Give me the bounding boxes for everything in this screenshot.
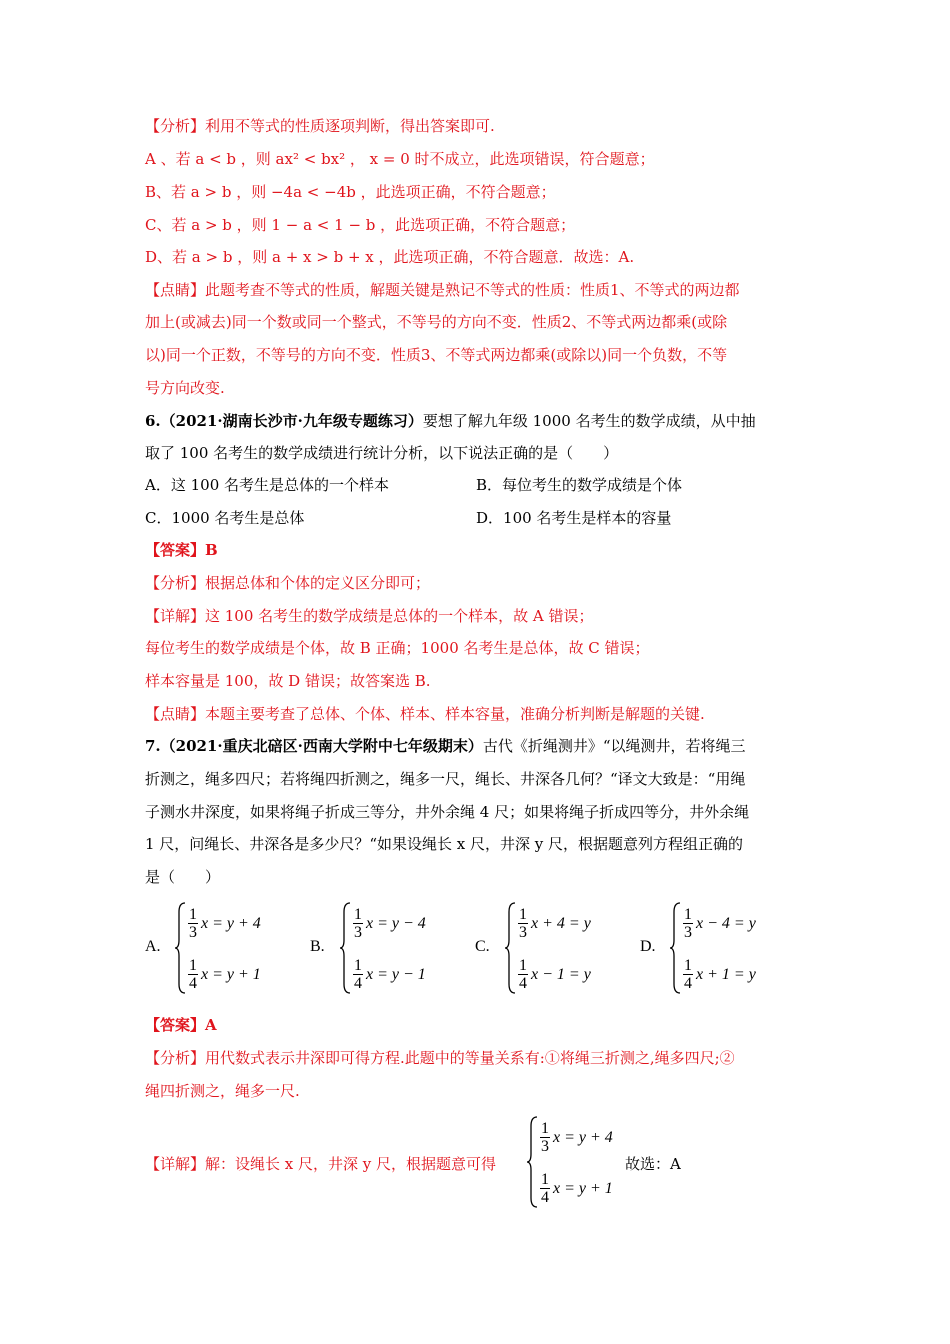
fraction: 1 4 <box>519 957 527 992</box>
q7-detail-system <box>527 1116 627 1208</box>
fraction: 1 3 <box>684 906 692 941</box>
fraction: 1 4 <box>354 957 362 992</box>
q7-detail-end: 故选：A <box>625 1155 681 1173</box>
q6-option-b: B．每位考生的数学成绩是个体 <box>476 476 683 494</box>
q6-detail-2: 每位考生的数学成绩是个体，故 B 正确；1000 名考生是总体，故 C 错误； <box>145 639 650 657</box>
brace-icon <box>505 902 517 994</box>
q5-detail-c: C、若 a > b ，则 1 − a < 1 − b ，此选项正确，不符合题意； <box>145 216 576 234</box>
q6-source: （2021·湖南长沙市·九年级专题练习） <box>160 412 423 430</box>
q7-number: 7. <box>145 737 161 755</box>
q6-stem-2: 取了 100 名考生的数学成绩进行统计分析，以下说法正确的是（ ） <box>145 444 619 462</box>
fraction: 1 4 <box>684 957 692 992</box>
fraction: 1 3 <box>354 906 362 941</box>
equation: x + 4 = y <box>531 915 591 932</box>
equation: x = y + 1 <box>201 966 261 983</box>
q7-option-a <box>145 902 295 994</box>
q5-comment-1: 【点睛】此题考查不等式的性质，解题关键是熟记不等式的性质：性质1、不等式的两边都 <box>145 281 740 299</box>
q6-number: 6. <box>145 412 161 430</box>
fraction: 1 3 <box>189 906 197 941</box>
q7-detail: 【详解】解：设绳长 x 尺，井深 y 尺，根据题意可得 <box>145 1155 497 1173</box>
q6-analysis: 【分析】根据总体和个体的定义区分即可； <box>145 574 431 592</box>
equation: x = y + 1 <box>553 1180 613 1197</box>
q6-option-d: D．100 名考生是样本的容量 <box>476 509 672 527</box>
fraction: 1 4 <box>541 1171 549 1206</box>
q7-stem-5: 是（ ） <box>145 868 221 886</box>
q7-option-d <box>640 902 790 994</box>
q6-comment: 【点睛】本题主要考查了总体、个体、样本、样本容量，准确分析判断是解题的关键. <box>145 705 705 723</box>
equation: x = y − 4 <box>366 915 426 932</box>
q7-stem-2: 折测之，绳多四尺；若将绳四折测之，绳多一尺，绳长、井深各几何？“译文大致是：“用绳 <box>145 770 746 788</box>
q7-option-a-label: A. <box>145 938 161 955</box>
q6-stem-1 <box>145 411 756 431</box>
q5-comment-2: 加上(或减去)同一个数或同一个整式，不等号的方向不变．性质2、不等式两边都乘(或除 <box>145 313 728 331</box>
q5-comment-4: 号方向改变. <box>145 379 225 397</box>
q7-stem-1 <box>145 736 746 756</box>
q6-option-c: C．1000 名考生是总体 <box>145 509 305 527</box>
brace-icon <box>527 1116 539 1208</box>
q7-stem-3: 子测水井深度，如果将绳子折成三等分，井外余绳 4 尺；如果将绳子折成四等分，井外余绳 <box>145 803 750 821</box>
q6-option-a: A．这 100 名考生是总体的一个样本 <box>145 476 390 494</box>
q6-stem-text: 要想了解九年级 1000 名考生的数学成绩，从中抽 <box>422 412 756 430</box>
q5-comment-3: 以)同一个正数，不等号的方向不变．性质3、不等式两边都乘(或除以)同一个负数，不等 <box>145 346 728 364</box>
fraction: 1 4 <box>189 957 197 992</box>
q7-option-d-label: D. <box>640 938 656 955</box>
brace-icon <box>670 902 682 994</box>
brace-icon <box>175 902 187 994</box>
equation: x + 1 = y <box>696 966 756 983</box>
fraction: 1 3 <box>519 906 527 941</box>
q7-analysis-1: 【分析】用代数式表示井深即可得方程.此题中的等量关系有:①将绳三折测之,绳多四尺;② <box>145 1049 735 1067</box>
brace-icon <box>340 902 352 994</box>
q7-option-b-label: B. <box>310 938 325 955</box>
q7-analysis-2: 绳四折测之，绳多一尺. <box>145 1082 300 1100</box>
q7-source: （2021·重庆北碚区·西南大学附中七年级期末） <box>160 737 483 755</box>
q5-analysis: 【分析】利用不等式的性质逐项判断，得出答案即可. <box>145 117 495 135</box>
q7-option-c-label: C. <box>475 938 490 955</box>
q6-detail-3: 样本容量是 100，故 D 错误；故答案选 B. <box>145 672 431 690</box>
equation: x = y − 1 <box>366 966 426 983</box>
fraction: 1 3 <box>541 1120 549 1155</box>
equation: x − 1 = y <box>531 966 591 983</box>
q5-detail-d: D、若 a > b ，则 a + x > b + x ，此选项正确，不符合题意．故选：A. <box>145 248 635 266</box>
q7-option-b <box>310 902 460 994</box>
equation: x = y + 4 <box>201 915 261 932</box>
q7-stem-4: 1 尺，问绳长、井深各是多少尺？“如果设绳长 x 尺，井深 y 尺，根据题意列方程组正确的 <box>145 835 743 853</box>
q7-answer: 【答案】A <box>145 1016 217 1034</box>
equation: x − 4 = y <box>696 915 756 932</box>
q7-option-c <box>475 902 625 994</box>
q6-answer: 【答案】B <box>145 541 218 559</box>
q5-detail-b: B、若 a > b ，则 −4a < −4b ，此选项正确，不符合题意； <box>145 183 556 201</box>
q6-detail-1: 【详解】这 100 名考生的数学成绩是总体的一个样本，故 A 错误； <box>145 607 594 625</box>
q7-stem-text: 古代《折绳测井》“以绳测井，若将绳三 <box>482 737 746 755</box>
equation: x = y + 4 <box>553 1129 613 1146</box>
q5-detail-a: A 、若 a < b ，则 ax² < bx² ， x = 0 时不成立，此选项错误，符合题意； <box>145 150 655 168</box>
